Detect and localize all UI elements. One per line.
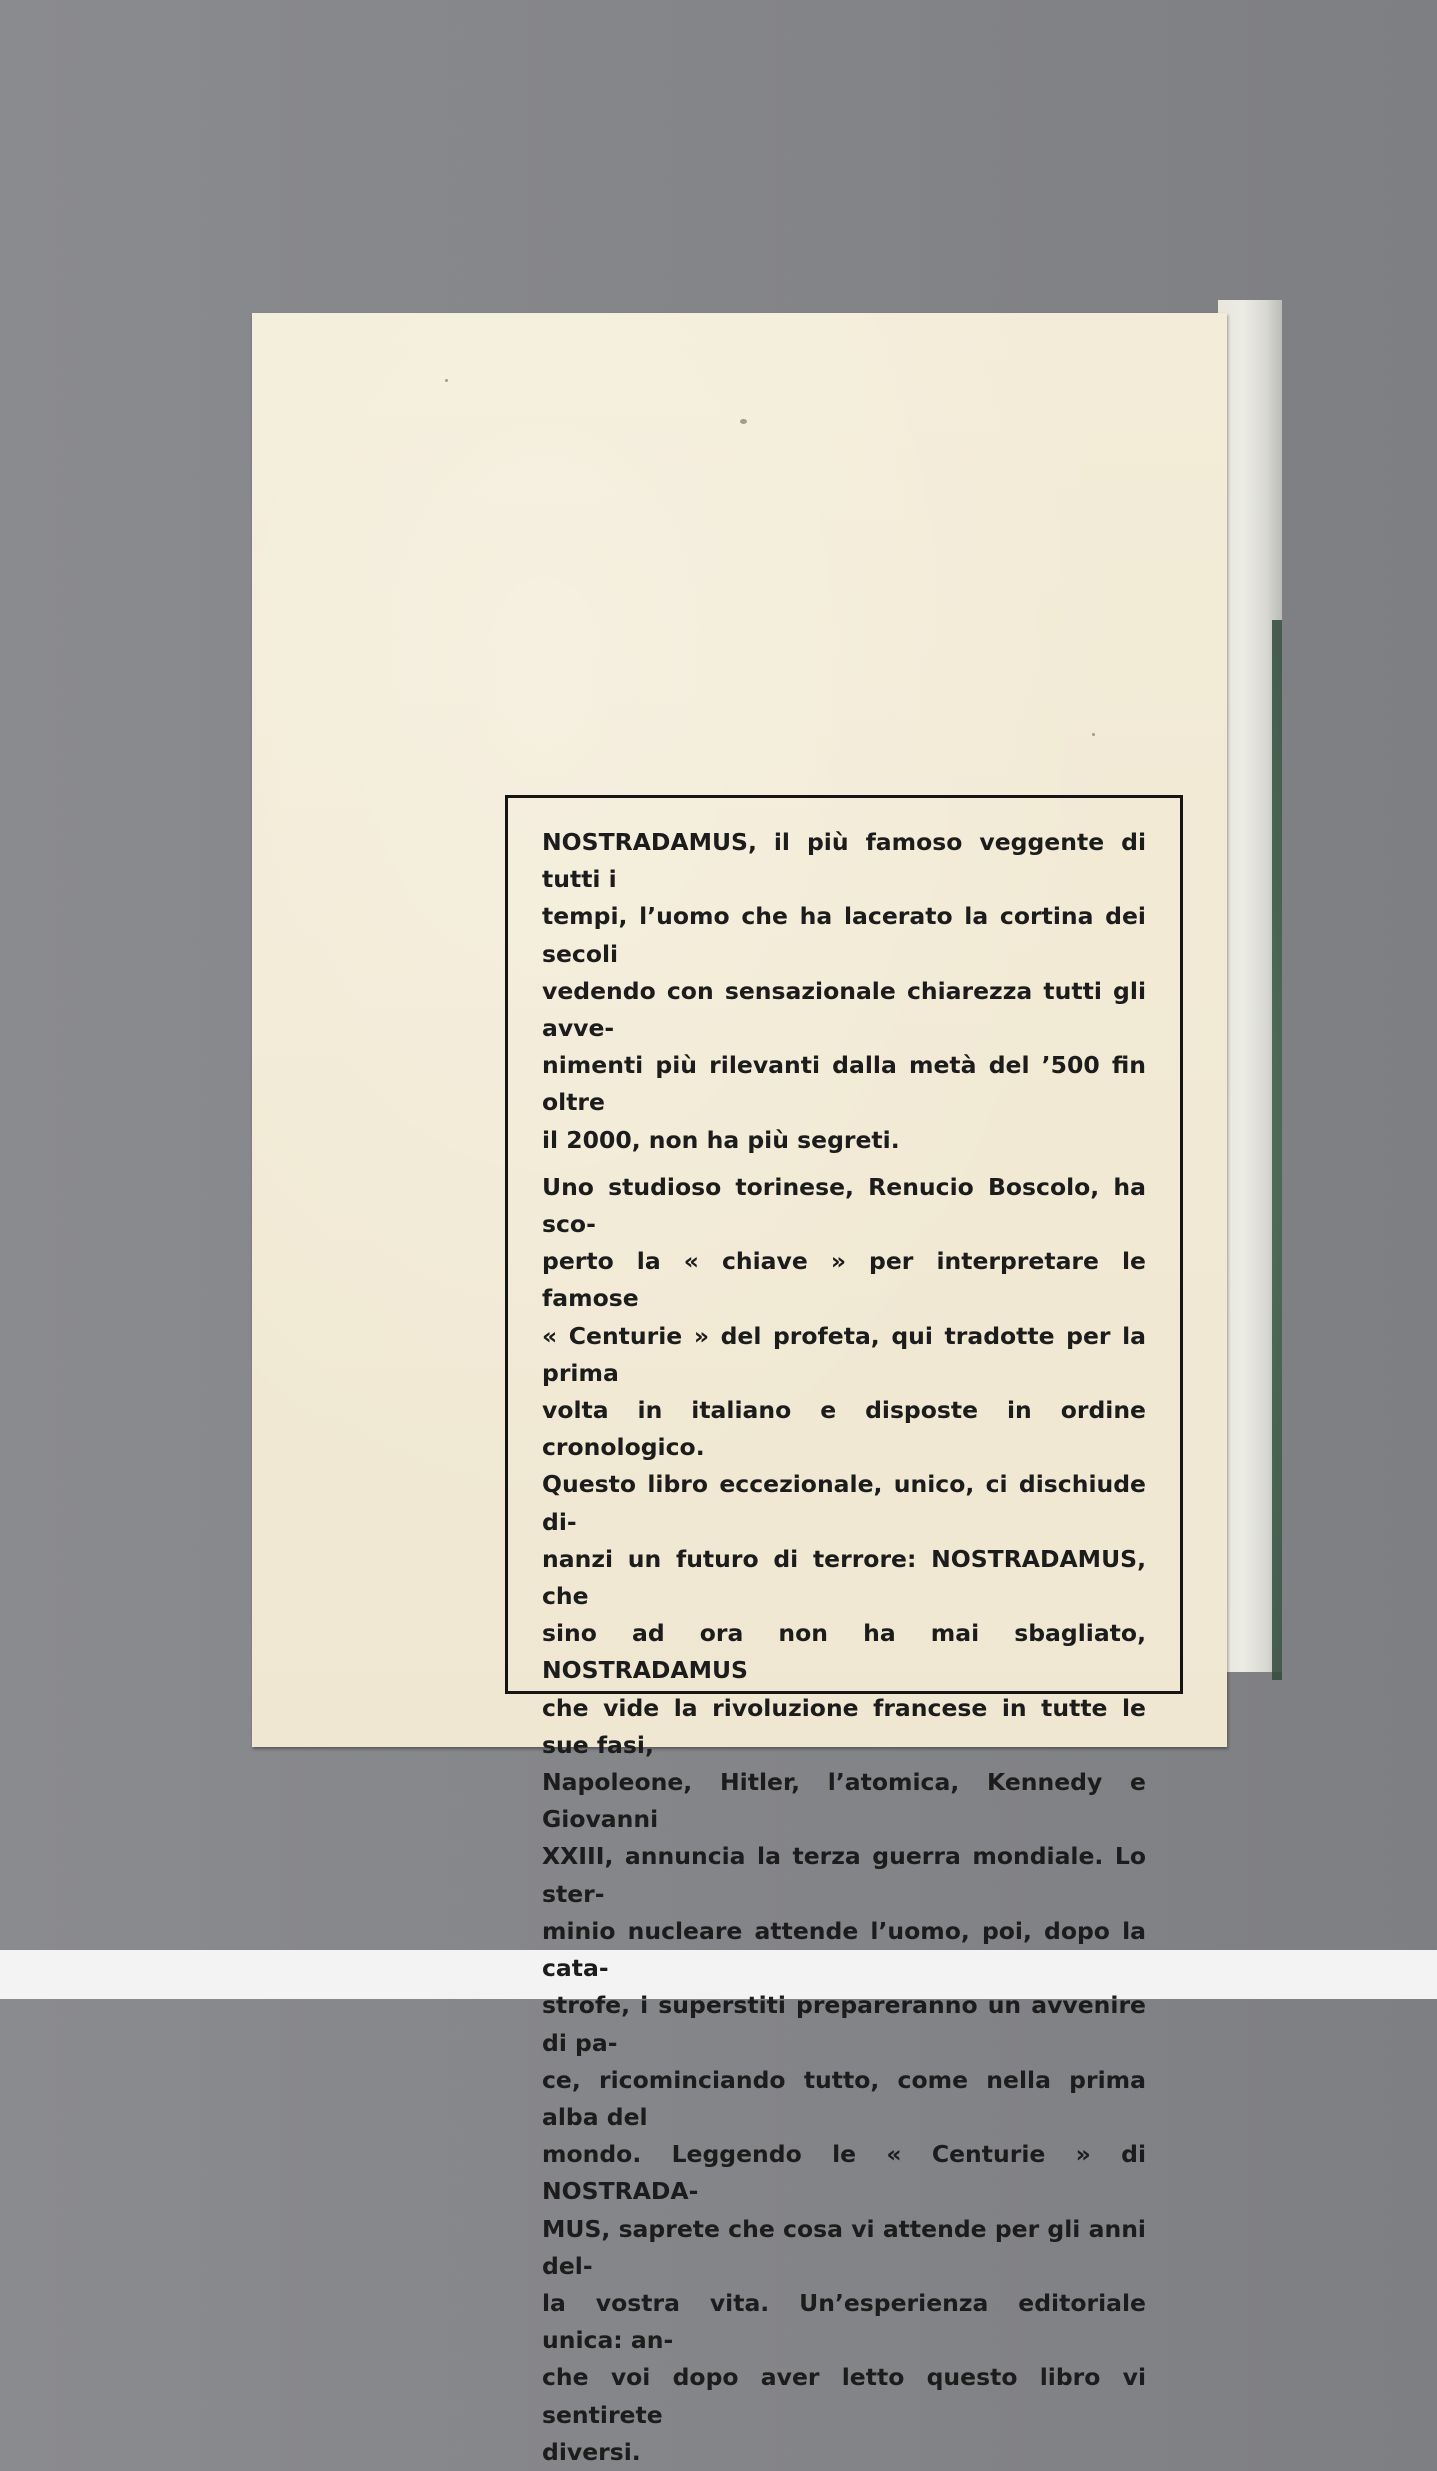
paper-speck	[445, 379, 448, 382]
spine-edge	[1272, 620, 1282, 1680]
blurb-paragraph: NOSTRADAMUS, il più famoso veggente di tutti i tempi, l’uomo che ha lacerato la cortina dei secoli vedendo con sensazionale chiarezza tutti gli avve- nimenti più rilevanti dalla metà del ’500 fin oltre il 2000, non ha più segreti.	[542, 828, 1146, 1154]
paper-speck	[740, 419, 747, 424]
blurb-box	[505, 795, 1183, 2466]
blurb-paragraph: Uno studioso torinese, Renucio Boscolo, ha sco- perto la « chiave » per interpretare le famose « Centurie » del profeta, qui tradotte per la prima volta in italiano e disposte in ordine cronologico. Questo libro eccezionale, unico, ci dischiude di- nanzi un futuro di terrore: NOSTRADAMUS, che sino ad ora non ha mai sbagliato, NOSTRADAMUS che vide la rivoluzione francese in tutte le sue fasi, Napoleone, Hitler, l’atomica, Kennedy e Giovanni XXIII, annuncia la terza guerra mondiale. Lo ster- minio nucleare attende l’uomo, poi, dopo la cata- strofe, i superstiti prepareranno un avvenire di pa- ce, ricominciando tutto, come nella prima alba del mondo. Leggendo le « Centurie » di NOSTRADA- MUS, saprete che cosa vi attende per gli anni del- la vostra vita. Un’esperienza editoriale unica: an- che voi dopo aver letto questo libro vi sentirete diversi.	[542, 1172, 1146, 2466]
book-back-cover	[252, 313, 1227, 2466]
paper-speck	[1092, 733, 1095, 736]
